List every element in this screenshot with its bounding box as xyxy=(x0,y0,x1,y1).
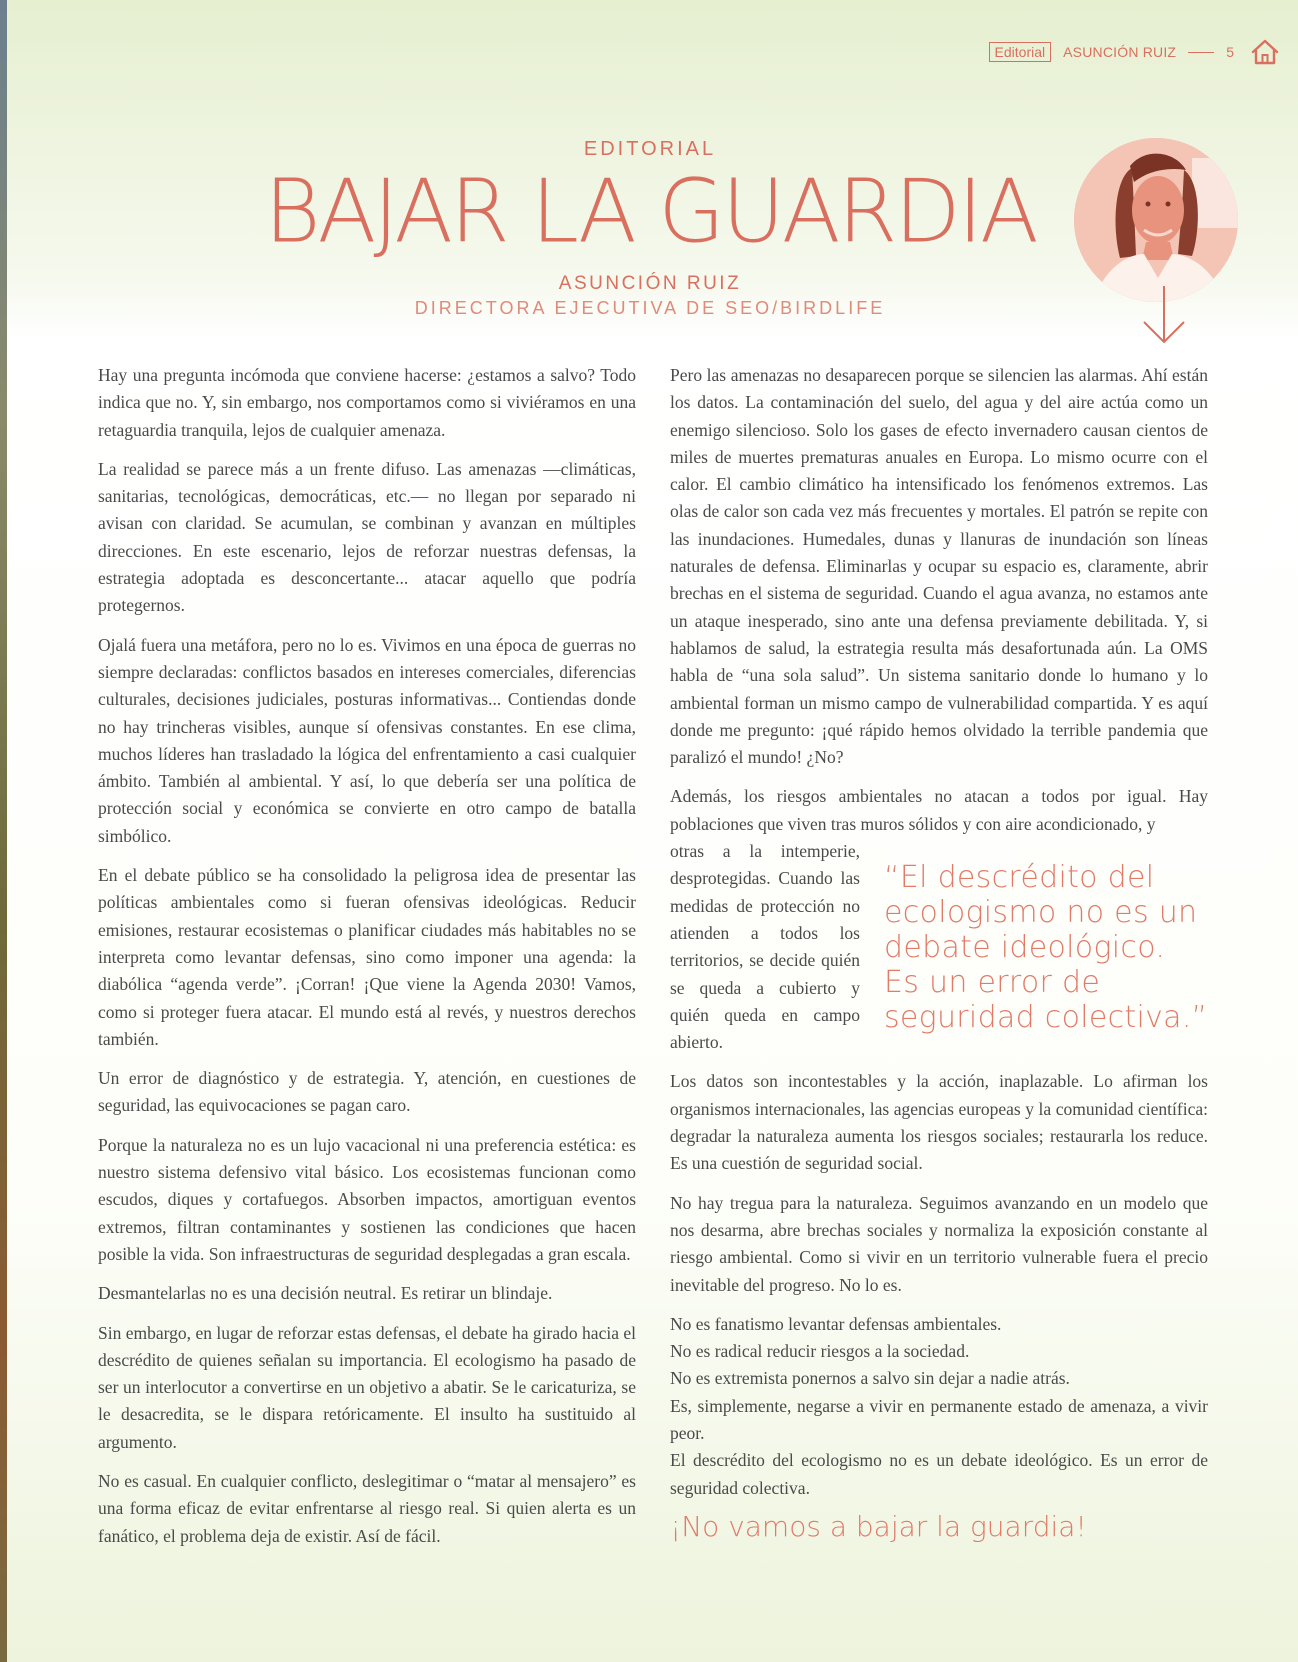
home-icon xyxy=(1250,38,1280,66)
statement-line: No es fanatismo levantar defensas ambientales. xyxy=(670,1313,1002,1334)
page-title: BAJAR LA GUARDIA xyxy=(264,161,1036,263)
running-author: ASUNCIÓN RUIZ xyxy=(1063,44,1177,60)
author-byline: ASUNCIÓN RUIZ xyxy=(558,273,742,294)
paragraph: Porque la naturaleza no es un lujo vacacional ni una preferencia estética: es nuestro sistema defensivo vital básico. Los ecosistemas funcionan como escudos, diques y cortafuegos. Absorben impactos, amortiguan eventos extremos, filtran contaminantes y sostienen las condiciones que hacen posible la vida. Son infraestructuras de seguridad desplegadas a gran escala. xyxy=(98,1134,636,1264)
closing-statements xyxy=(670,1311,1208,1502)
paragraph: Pero las amenazas no desaparecen porque se silencien las alarmas. Ahí están los datos. La contaminación del suelo, del agua y del aire actúa como un enemigo silencioso. Solo los gases de efecto invernadero causan cientos de miles de muertes prematuras anuales en Europa. Lo mismo ocurre con el calor. El cambio climático ha intensificado los fenómenos extremos. Las olas de calor son cada vez más frecuentes y mortales. El patrón se repite con las inundaciones. Humedales, dunas y llanuras de inundación son líneas naturales de defensa. Eliminarlas y ocupar su espacio es, claramente, abrir brechas en el sistema de seguridad. Cuando el agua avanza, no estamos ante un ataque inesperado, sino ante una defensa previamente debilitada. Y, si hablamos de salud, la estrategia resulta más desafortunada aún. La OMS habla de “una sola salud”. Un sistema sanitario donde lo humano y lo ambiental forman un mismo campo de vulnerabilidad compartida. Y es aquí donde me pregunto: ¡qué rápido hemos olvidado la terrible pandemia que paralizó el mundo! ¿No? xyxy=(670,365,1208,768)
statement-line: El descrédito del ecologismo no es un debate ideológico. Es un error de seguridad colectiva. xyxy=(670,1450,1208,1498)
paragraph: No hay tregua para la naturaleza. Seguimos avanzando en un modelo que nos desarma, abre brechas sociales y normaliza la exposición constante al riesgo ambiental. Como si vivir en un territorio vulnerable fuera el precio inevitable del progreso. No lo es. xyxy=(670,1192,1208,1295)
arrow-down-icon xyxy=(1141,284,1187,346)
header-divider xyxy=(1188,52,1214,53)
paragraph: Además, los riesgos ambientales no atacan a todos por igual. Hay poblaciones que viven tras muros sólidos y con aire acondicionado, y xyxy=(670,786,1208,834)
page-edge-photo-strip xyxy=(0,0,7,1662)
statement-line: No es extremista ponernos a salvo sin dejar a nadie atrás. xyxy=(670,1368,1070,1389)
page-number: 5 xyxy=(1226,44,1234,60)
paragraph: Desmantelarlas no es una decisión neutral. Es retirar un blindaje. xyxy=(98,1283,553,1304)
statement-line: Es, simplemente, negarse a vivir en permanente estado de amenaza, a vivir peor. xyxy=(670,1395,1208,1443)
author-portrait xyxy=(1074,138,1238,302)
pull-quote: “El descrédito del ecologismo no es un debate ideológico. Es un error de seguridad colectiva.” xyxy=(884,860,1208,1036)
paragraph-narrow: otras a la intemperie, desprotegidas. Cuando las medidas de protección no atienden a todos los territorios, se decide quién se queda a cubierto y quién queda en campo abierto. xyxy=(670,841,860,1053)
home-button[interactable] xyxy=(1250,38,1280,66)
paragraph: La realidad se parece más a un frente difuso. Las amenazas —climáticas, sanitarias, tecnológicas, democráticas, etc.— no llegan por separado ni avisan con claridad. Se acumulan, se combinan y avanzan en múltiples direcciones. En este escenario, lejos de reforzar nuestras defensas, la estrategia adoptada es desconcertante... atacar aquello que podría protegernos. xyxy=(98,458,636,616)
paragraph: No es casual. En cualquier conflicto, deslegitimar o “matar al mensajero” es una forma eficaz de evitar enfrentarse al riesgo real. Si quien alerta es un fanático, el problema deja de existir. Así de fácil. xyxy=(98,1470,636,1546)
pull-quote-section xyxy=(670,838,1208,1056)
paragraph: Hay una pregunta incómoda que conviene hacerse: ¿estamos a salvo? Todo indica que no. Y, sin embargo, nos comportamos como si viviéramos en una retaguardia tranquila, lejos de cualquier amenaza. xyxy=(98,365,636,440)
closing-slogan: ¡No vamos a bajar la guardia! xyxy=(670,1509,1087,1543)
title-block xyxy=(240,138,1060,319)
paragraph: Ojalá fuera una metáfora, pero no lo es. Vivimos en una época de guerras no siempre declaradas: conflictos basados en intereses comerciales, diferencias culturales, decisiones judiciales, posturas informativas... Contiendas donde no hay trincheras visibles, aunque sí ofensivas constantes. En ese clima, muchos líderes han trasladado la lógica del enfrentamiento a casi cualquier ámbito. También al ambiental. Y así, lo que debería ser una política de protección social y económica se convierte en otro campo de batalla simbólico. xyxy=(98,634,636,846)
section-kicker: EDITORIAL xyxy=(583,138,717,160)
portrait-illustration xyxy=(1074,138,1238,302)
paragraph: Un error de diagnóstico y de estrategia. Y, atención, en cuestiones de seguridad, las equivocaciones se pagan caro. xyxy=(98,1068,636,1116)
article-column-left xyxy=(98,362,636,1562)
paragraph: En el debate público se ha consolidado la peligrosa idea de presentar las políticas ambientales como si fueran ofensivas ideológicas. Reducir emisiones, restaurar ecosistemas o planificar ciudades más habitables no se interpreta como levantar defensas, sino como imponer una agenda: la diabólica “agenda verde”. ¡Corran! ¡Que viene la Agenda 2030! Vamos, como si proteger fuera atacar. El mundo está al revés, y nuestros derechos también. xyxy=(98,865,636,1049)
paragraph: Sin embargo, en lugar de reforzar estas defensas, el debate ha girado hacia el descrédito de quienes señalan su importancia. El ecologismo ha pasado de ser un interlocutor a convertirse en un objetivo a abatir. Se le caricaturiza, se le desacredita, se le dispara retóricamente. El insulto ha sustituido al argumento. xyxy=(98,1322,636,1452)
running-header xyxy=(989,38,1280,66)
statement-line: No es radical reducir riesgos a la sociedad. xyxy=(670,1341,970,1362)
author-role: DIRECTORA EJECUTIVA DE SEO/BIRDLIFE xyxy=(414,298,886,318)
section-badge[interactable]: Editorial xyxy=(989,42,1052,62)
paragraph: Los datos son incontestables y la acción, inaplazable. Lo afirman los organismos internacionales, las agencias europeas y la comunidad científica: degradar la naturaleza aumenta los riesgos sociales; restaurarla los reduce. Es una cuestión de seguridad social. xyxy=(670,1071,1208,1174)
article-column-right xyxy=(670,362,1208,1544)
